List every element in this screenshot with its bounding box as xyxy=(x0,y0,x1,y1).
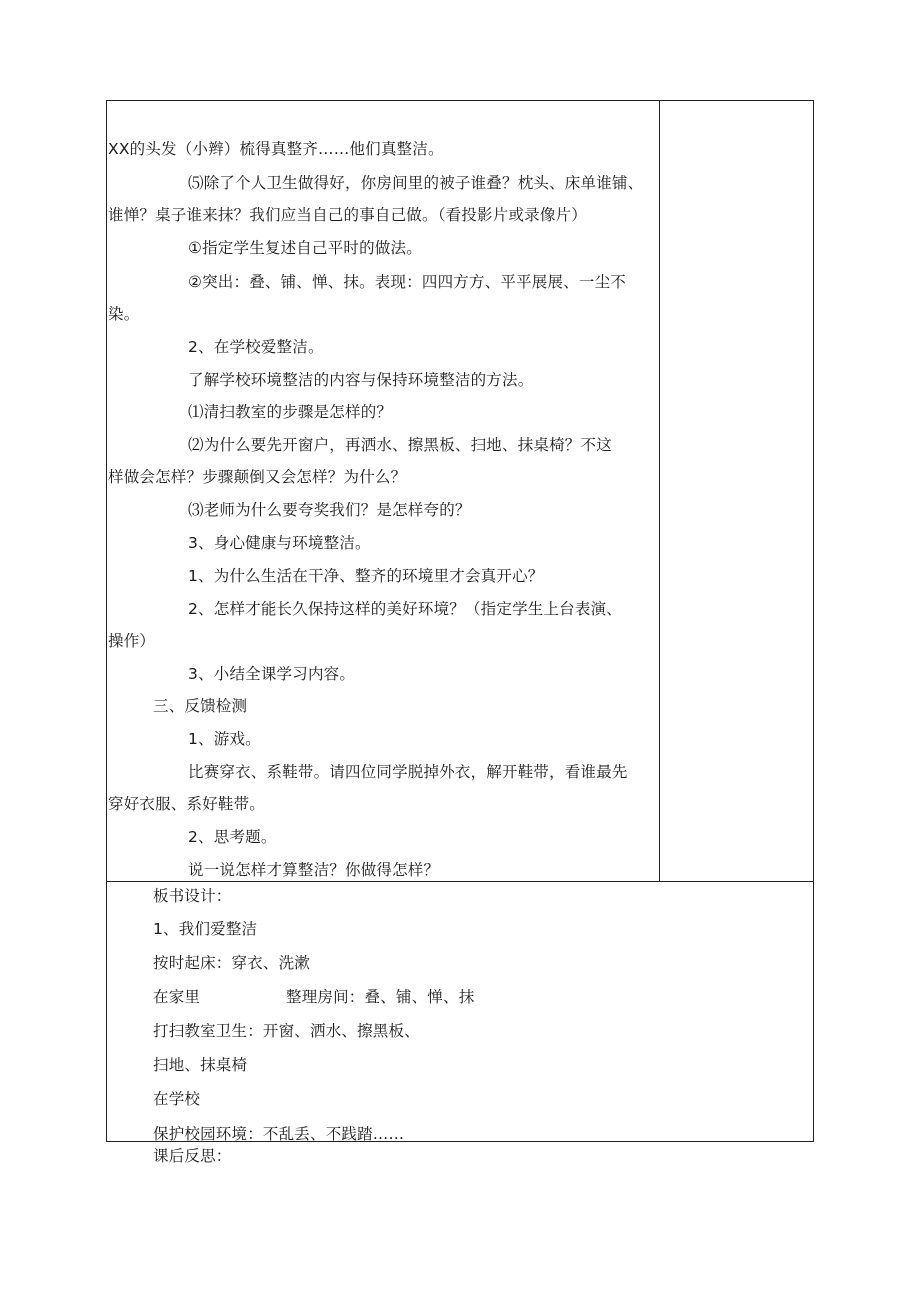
text-line: 1、游戏。 xyxy=(188,730,261,748)
table-column-divider xyxy=(659,100,660,882)
text-line: ②突出：叠、铺、惮、抹。表现：四四方方、平平展展、一尘不 xyxy=(188,273,626,291)
board-home-label: 在家里 xyxy=(153,988,201,1006)
table-border-right xyxy=(813,100,814,1142)
section-heading: 三、反馈检测 xyxy=(153,697,248,715)
board-design-title: 板书设计： xyxy=(153,887,232,905)
reflection-title: 课后反思： xyxy=(153,1147,232,1165)
text-line: ⑵为什么要先开窗户，再洒水、擦黑板、扫地、抹桌椅？不这 xyxy=(188,436,612,454)
text-line: ⑴清扫教室的步骤是怎样的？ xyxy=(188,403,393,421)
text-line: ⑶老师为什么要夸奖我们？是怎样夸的？ xyxy=(188,501,471,519)
text-line: 3、小结全课学习内容。 xyxy=(188,665,356,683)
text-line: 2、思考题。 xyxy=(188,828,277,846)
text-line: ①指定学生复述自己平时的做法。 xyxy=(188,239,422,257)
text-line: 2、怎样才能长久保持这样的美好环境？（指定学生上台表演、 xyxy=(188,600,622,618)
board-home-row2: 整理房间：叠、铺、惮、抹 xyxy=(286,988,475,1006)
text-line: 了解学校环境整洁的内容与保持环境整洁的方法。 xyxy=(188,371,534,389)
board-lesson-title: 1、我们爱整洁 xyxy=(153,920,258,938)
text-line: 操作） xyxy=(108,632,156,650)
board-home-row1: 按时起床：穿衣、洗漱 xyxy=(153,954,311,972)
board-school-row1: 打扫教室卫生：开窗、洒水、擦黑板、 xyxy=(153,1022,420,1040)
board-school-label: 在学校 xyxy=(153,1090,201,1108)
text-line: 比赛穿衣、系鞋带。请四位同学脱掉外衣，解开鞋带，看谁最先 xyxy=(188,763,628,781)
text-line: 1、为什么生活在干净、整齐的环境里才会真开心？ xyxy=(188,567,544,585)
text-line: 穿好衣服、系好鞋带。 xyxy=(108,795,266,813)
board-school-row1b: 扫地、抹桌椅 xyxy=(153,1056,248,1074)
table-row-divider xyxy=(106,881,814,882)
text-line: 3、身心健康与环境整洁。 xyxy=(188,534,371,552)
text-line: 样做会怎样？步骤颠倒又会怎样？为什么？ xyxy=(108,468,407,486)
table-border-top xyxy=(106,100,814,101)
text-line: 说一说怎样才算整洁？你做得怎样？ xyxy=(188,861,440,879)
text-line: 2、在学校爱整洁。 xyxy=(188,338,324,356)
text-line: 染。 xyxy=(108,305,140,323)
text-line: XX的头发（小辫）梳得真整齐……他们真整洁。 xyxy=(108,140,444,158)
table-border-left xyxy=(106,100,107,1142)
text-line: ⑸除了个人卫生做得好，你房间里的被子谁叠？枕头、床单谁铺、 xyxy=(188,174,644,192)
text-line: 谁惮？桌子谁来抹？我们应当自己的事自己做。（看投影片或录像片） xyxy=(108,206,587,224)
board-school-row2: 保护校园环境：不乱丢、不践踏…… xyxy=(153,1125,405,1143)
